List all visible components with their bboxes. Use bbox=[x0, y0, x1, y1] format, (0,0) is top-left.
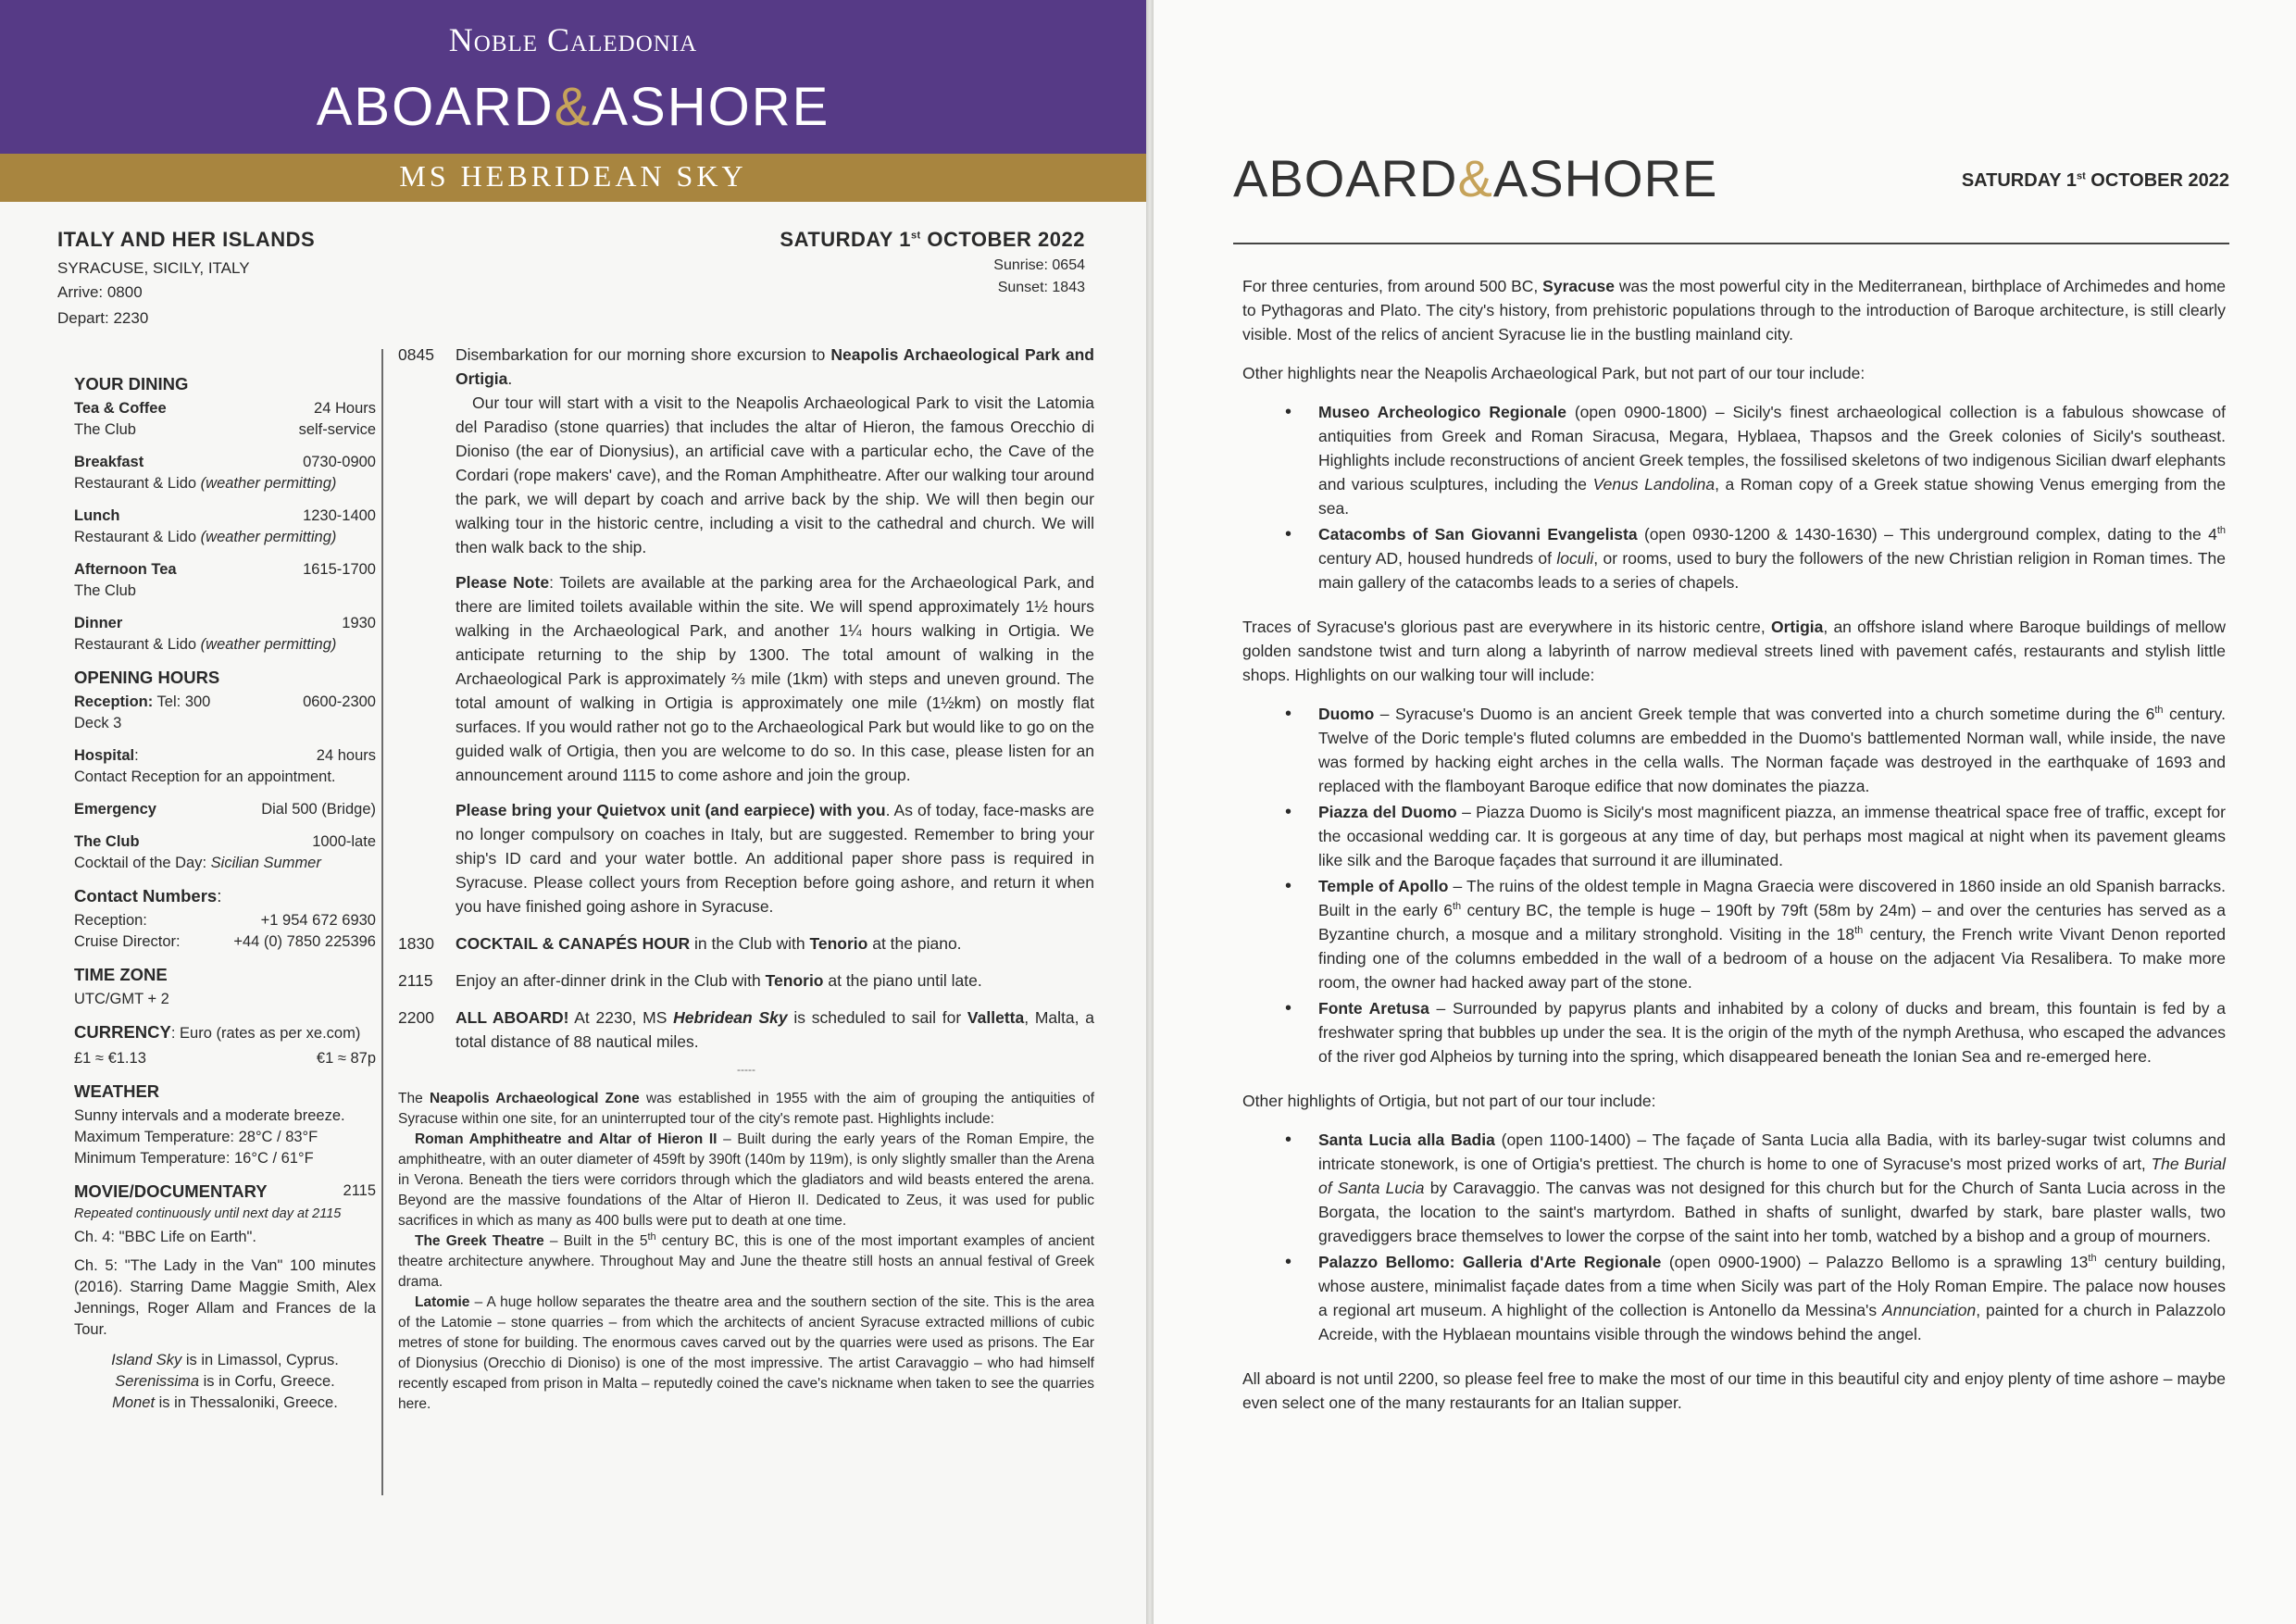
page-gutter bbox=[1146, 0, 1154, 1624]
list-item: • Fonte Aretusa – Surrounded by papyrus plants and inhabited by a colony of ducks and bream, this fountain is fed by a freshwater spring that bubbles up under the sea. It is the origin of the myth of the nymph Arethusa, who escaped the advances of the river god Alpheios by turning into the spring, which disappeared beneath the Ionian Sea and re-emerged here. bbox=[1285, 996, 2226, 1068]
trip-location: SYRACUSE, SICILY, ITALY bbox=[57, 259, 250, 277]
hours-club: The Club 1000-late Cocktail of the Day: Sicilian Summer bbox=[74, 833, 376, 871]
quietvox-note: Please bring your Quietvox unit (and earpiece) with you. As of today, face-masks are no longer compulsory on coaches in Italy, but are suggested. Remember to bring your ship's ID card and your water bottle. An additional paper shore pass is required in Syracuse. Please collect yours from Reception before going ashore, and return it when you have finished going ashore in Syracuse. bbox=[455, 801, 1094, 916]
info-sidebar bbox=[57, 349, 383, 1495]
movie-ch4: Ch. 4: "BBC Life on Earth". bbox=[74, 1229, 256, 1245]
sunrise: Sunrise: 0654 bbox=[993, 257, 1085, 273]
hours-emergency: Emergency Dial 500 (Bridge) bbox=[74, 801, 376, 818]
ortigia-other-heading: Other highlights of Ortigia, but not part of our tour include: bbox=[1242, 1092, 1656, 1110]
list-item: • Palazzo Bellomo: Galleria d'Arte Regionale (open 0900-1900) – Palazzo Bellomo is a sprawling 13th century building, whose austere, minimalist façade dates from a time when Sicily was part of the Holy Roman Empire. The palace now houses a regional art museum. A highlight of the collection is Antonello da Messina's Annunciation, painted for a church in Palazzolo Acreide, with the Hyblaean mountains visible through the windows behind the angel. bbox=[1285, 1250, 2226, 1346]
intro-paragraph: For three centuries, from around 500 BC, Syracuse was the most powerful city in the Mediterranean, birthplace of Archimedes and home to Pythagoras and Plato. The city's history, from prehistoric populations through to the introduction of Baroque architecture, is still clearly visible. Most of the relics of ancient Syracuse lie in the bustling mainland city. bbox=[1242, 277, 2226, 344]
walking-tour-list bbox=[1285, 702, 2226, 1068]
other-highlights-heading: Other highlights near the Neapolis Archaeological Park, but not part of our tour include: bbox=[1242, 364, 1866, 382]
dining-lunch: Lunch 1230-1400 Restaurant & Lido (weather permitting) bbox=[74, 507, 376, 545]
schedule-item-2200: 2200 ALL ABOARD! At 2230, MS Hebridean Sky is scheduled to sail for Valletta, Malta, a total distance of 88 nautical miles. bbox=[398, 1008, 1095, 1051]
schedule-item-2115: 2115 Enjoy an after-dinner drink in the Club with Tenorio at the piano until late. bbox=[398, 971, 982, 990]
timezone-value: UTC/GMT + 2 bbox=[74, 991, 169, 1007]
timezone-heading: TIME ZONE bbox=[74, 965, 168, 984]
list-item: • Temple of Apollo – The ruins of the oldest temple in Magna Graecia were discovered in 1860 inside an old Spanish barracks. Built in the early 6th century BC, the temple is huge – 190ft by 79ft (58m by 24m) – and over the centuries has served as a Byzantine church, a mosque and a military stronghold. Visiting in the 18th century, the French write Vivant Denon reported finding one of the columns embedded in the wall of a bedroom of a house on the adjacent Via Resalibera. To make more room, the owner had hacked away part of the stone. bbox=[1285, 874, 2226, 994]
dining-dinner: Dinner 1930 Restaurant & Lido (weather permitting) bbox=[74, 615, 376, 653]
ortigia-intro: Traces of Syracuse's glorious past are everywhere in its historic centre, Ortigia, an offshore island where Baroque buildings of mellow golden sandstone twist and turn along a labyrinth of narrow medieval streets lined with pavement cafés, restaurants and stylish little shops. Highlights on our walking tour will include: bbox=[1242, 618, 2226, 684]
hours-reception: Reception: Tel: 300 0600-2300 Deck 3 bbox=[74, 693, 376, 731]
header-rule bbox=[1233, 243, 2229, 244]
left-page bbox=[0, 0, 1146, 1624]
please-note: Please Note: Toilets are available at the parking area for the Archaeological Park, and there are limited toilets available within the site. We will spend approximately 1½ hours walking in the Archaeological Park, and another 1¼ hours walking in Ortigia. We anticipate returning to the ship by 1300. The total amount of walking in the Archaeological Park is approximately ⅔ mile (1km) with steps and uneven ground. The total amount of walking in Ortigia is approximately one mile (1½km) on mostly flat surfaces. If you would rather not go to the Archaeological Park but would like to go on the guided walk of Ortigia, then you are welcome to do so. In this case, please listen for an announcement around 1115 to come ashore and join the group. bbox=[455, 573, 1095, 784]
trip-date: SATURDAY 1st OCTOBER 2022 bbox=[780, 228, 1085, 251]
movie-ch5: Ch. 5: "The Lady in the Van" 100 minutes (2016). Starring Dame Maggie Smith, Alex Jennings, Roger Allam and Frances de la Tour. bbox=[74, 1257, 376, 1338]
sunset: Sunset: 1843 bbox=[997, 280, 1085, 295]
list-item: • Piazza del Duomo – Piazza Duomo is Sicily's most magnificent piazza, an immense theatrical space free of traffic, except for the occasional wedding car. It is gorgeous at any time of day, but perhaps most magical at night when its pavement gleams like silk and the Baroque façades that surround it are illuminated. bbox=[1285, 800, 2226, 872]
list-item: • Catacombs of San Giovanni Evangelista (open 0930-1200 & 1430-1630) – This underground complex, dating to the 4th century AD, housed hundreds of loculi, or rooms, used to bury the followers of the new Christian religion in Roman times. The main gallery of the catacombs leads to a series of chapels. bbox=[1285, 522, 2226, 594]
list-item: • Duomo – Syracuse's Duomo is an ancient Greek temple that was converted into a church sometime during the 6th century. Twelve of the Doric temple's fluted columns are embedded in the Duomo's battlemented Norman wall, while inside, the nave was formed by hacking eight arches in the cella walls. The Norman façade was destroyed in the earthquake of 1693 and replaced with the flamboyant Baroque edifice that now dominates the piazza. bbox=[1285, 702, 2226, 798]
depart-time: Depart: 2230 bbox=[57, 309, 149, 327]
dining-breakfast: Breakfast 0730-0900 Restaurant & Lido (weather permitting) bbox=[74, 454, 376, 492]
currency-heading: CURRENCY: Euro (rates as per xe.com) bbox=[74, 1022, 361, 1042]
daily-schedule bbox=[398, 343, 1094, 1415]
closing-paragraph: All aboard is not until 2200, so please feel free to make the most of our time in this beautiful city and enjoy plenty of time ashore – maybe even select one of the many restaurants for an Italian supper. bbox=[1242, 1369, 2226, 1412]
list-item: • Museo Archeologico Regionale (open 0900-1800) – Sicily's finest archaeological collection is a fabulous showcase of antiquities from Greek and Roman Siracusa, Megara, Hyblaea, Thapsos and the Greek colonies of Sicily's southeast. Highlights include reconstructions of ancient Greek temples, the fossilised skeletons of two indigenous Sicilian dwarf elephants and various sculptures, including the Venus Landolina, a Roman copy of a Greek statue showing Venus emerging from the sea. bbox=[1285, 400, 2226, 520]
syracuse-guide bbox=[1242, 274, 2226, 1430]
archaeological-zone-info: The Neapolis Archaeological Zone was established in 1955 with the aim of grouping the antiquities of Syracuse within one site, for an uninterrupted tour of the city's remote past. Highlights include: Roman Amphitheatre and Altar of Hieron II – Built during the early years of the Roman Empire, the amphitheatre, with an outer diameter of 459ft by 390ft (140m by 119m), is only slightly smaller than the Arena in Verona. Beneath the tiers were corridors through which the gladiators and wild beasts entered the arena. Beyond are the massive foundations of the Altar of Hieron II. Dedicated to Zeus, it was used for public sacrifices in which as many as 400 bulls were put to death at one time. The Greek Theatre – Built in the 5th century BC, this is one of the most important examples of ancient theatre architecture anywhere. Throughout May and June the theatre still hosts an annual festival of Greek drama. Latomie – A huge hollow separates the theatre area and the southern section of the site. This is the area of the Latomie – stone quarries – from which the architects of ancient Syracuse extracted millions of cubic metres of stone for building. The enormous caves carved out by the quarries were used as prisons. The Ear of Dionysius (Orecchio di Dioniso) is one of the most impressive. The artist Caravaggio – who had himself recently escaped from prison in Malta – reputedly coined the cave's nickname when taken to see the quarries here. bbox=[398, 1091, 1095, 1412]
hours-hospital: Hospital: 24 hours Contact Reception for an appointment. bbox=[74, 747, 376, 785]
currency-rates: £1 ≈ €1.13 €1 ≈ 87p bbox=[74, 1050, 376, 1067]
dining-afternoon-tea: Afternoon Tea 1615-1700 The Club bbox=[74, 561, 376, 599]
ortigia-other-list bbox=[1285, 1128, 2226, 1346]
right-page bbox=[1154, 0, 2296, 1624]
right-brand-title: ABOARD&ASHORE bbox=[1233, 149, 1718, 207]
weather-heading: WEATHER bbox=[74, 1081, 160, 1101]
contact-numbers: Reception: +1 954 672 6930 Cruise Director: +44 (0) 7850 225396 bbox=[74, 912, 376, 950]
weather-info: Sunny intervals and a moderate breeze. Maximum Temperature: 28°C / 83°F Minimum Temperature: 16°C / 61°F bbox=[74, 1107, 345, 1167]
trip-title: ITALY AND HER ISLANDS bbox=[57, 228, 316, 251]
company-name: Noble Caledonia bbox=[448, 21, 698, 58]
movie-note: Repeated continuously until next day at 2115 bbox=[74, 1206, 342, 1221]
contact-heading: Contact Numbers: bbox=[74, 886, 222, 906]
opening-hours-heading: OPENING HOURS bbox=[74, 668, 220, 687]
section-divider: ----- bbox=[737, 1063, 755, 1076]
schedule-item-1830: 1830 COCKTAIL & CANAPÉS HOUR in the Club with Tenorio at the piano. bbox=[398, 934, 962, 953]
right-date: SATURDAY 1st OCTOBER 2022 bbox=[1961, 170, 2229, 191]
tour-description: Our tour will start with a visit to the Neapolis Archaeological Park to visit the Latomia del Paradiso (stone quarries) that includes the altar of Hieron, the famous Orecchio di Dioniso (the ear of Dionysius), an artificial cave with a particular echo, the Cave of the Cordari (rope makers' cave), and the Roman Amphitheatre. After our walking tour around the park, we will depart by coach and arrive back by the ship. We will then begin our walking tour in the historic centre, including a visit to the cathedral and church. We will then walk back to the ship. bbox=[455, 394, 1094, 556]
fleet-locations: Island Sky is in Limassol, Cyprus. Serenissima is in Corfu, Greece. Monet is in Thessaloniki, Greece. bbox=[111, 1352, 339, 1411]
schedule-item-0845: 0845 Disembarkation for our morning shore excursion to Neapolis Archaeological Park and Ortigia. Our tour will start with a visit to the Neapolis Archaeological Park to visit the Latomia del Paradiso (stone quarries) that includes the altar of Hieron, the famous Orecchio di Dioniso (the ear of Dionysius), an artificial cave with a particular echo, the Cave of the Cordari (rope makers' cave), and the Roman Amphitheatre. After our walking tour around the park, we will depart by coach and arrive back by the ship. We will then begin our walking tour in the historic centre, including a visit to the cathedral and church. We will then walk back to the ship. Please Note: Toilets are available at the parking area for the Archaeological Park, and there are limited toilets available within the site. We will spend approximately 1½ hours walking in the Archaeological Park, and another 1¼ hours walking in Ortigia. We anticipate returning to the ship by 1300. The total amount of walking in the Archaeological Park is approximately ⅔ mile (1km) with steps and uneven ground. The total amount of walking in Ortigia is approximately one mile (1½km) on mostly flat surfaces. If you would rather not go to the Archaeological Park but would like to go on the guided walk of Ortigia, then you are welcome to do so. In this case, please listen for an announcement around 1115 to come ashore and join the group. Please bring your Quietvox unit (and earpiece) with you. As of today, face-masks are no longer compulsory on coaches in Italy, but are suggested. Remember to bring your ship's ID card and your water bottle. An additional paper shore pass is required in Syracuse. Please collect yours from Reception before going ashore, and return it when you have finished going ashore in Syracuse. bbox=[398, 343, 1094, 918]
movie-heading: MOVIE/DOCUMENTARY 2115 bbox=[74, 1181, 376, 1201]
list-item: • Santa Lucia alla Badia (open 1100-1400) – The façade of Santa Lucia alla Badia, with its barley-sugar twist columns and intricate stonework, is one of Ortigia's prettiest. The church is home to one of Syracuse's most prized works of art, The Burial of Santa Lucia by Caravaggio. The canvas was not designed for this church but for the Church of Santa Lucia across in the Borgata, the location to the saint's martyrdom. Bathed in shafts of sunlight, dwarfed by stark, bare plaster walls, two gravediggers brace themselves to lower the corpse of the saint into her tomb, watched by a bishop and a group of mourners. bbox=[1285, 1128, 2226, 1248]
brand-title: ABOARD&ASHORE bbox=[316, 77, 830, 137]
arrive-time: Arrive: 0800 bbox=[57, 283, 143, 301]
dining-heading: YOUR DINING bbox=[74, 374, 189, 394]
dining-tea: Tea & Coffee 24 Hours The Club self-service bbox=[74, 400, 376, 438]
ship-name: MS HEBRIDEAN SKY bbox=[399, 159, 747, 193]
park-highlights-list bbox=[1285, 400, 2226, 594]
